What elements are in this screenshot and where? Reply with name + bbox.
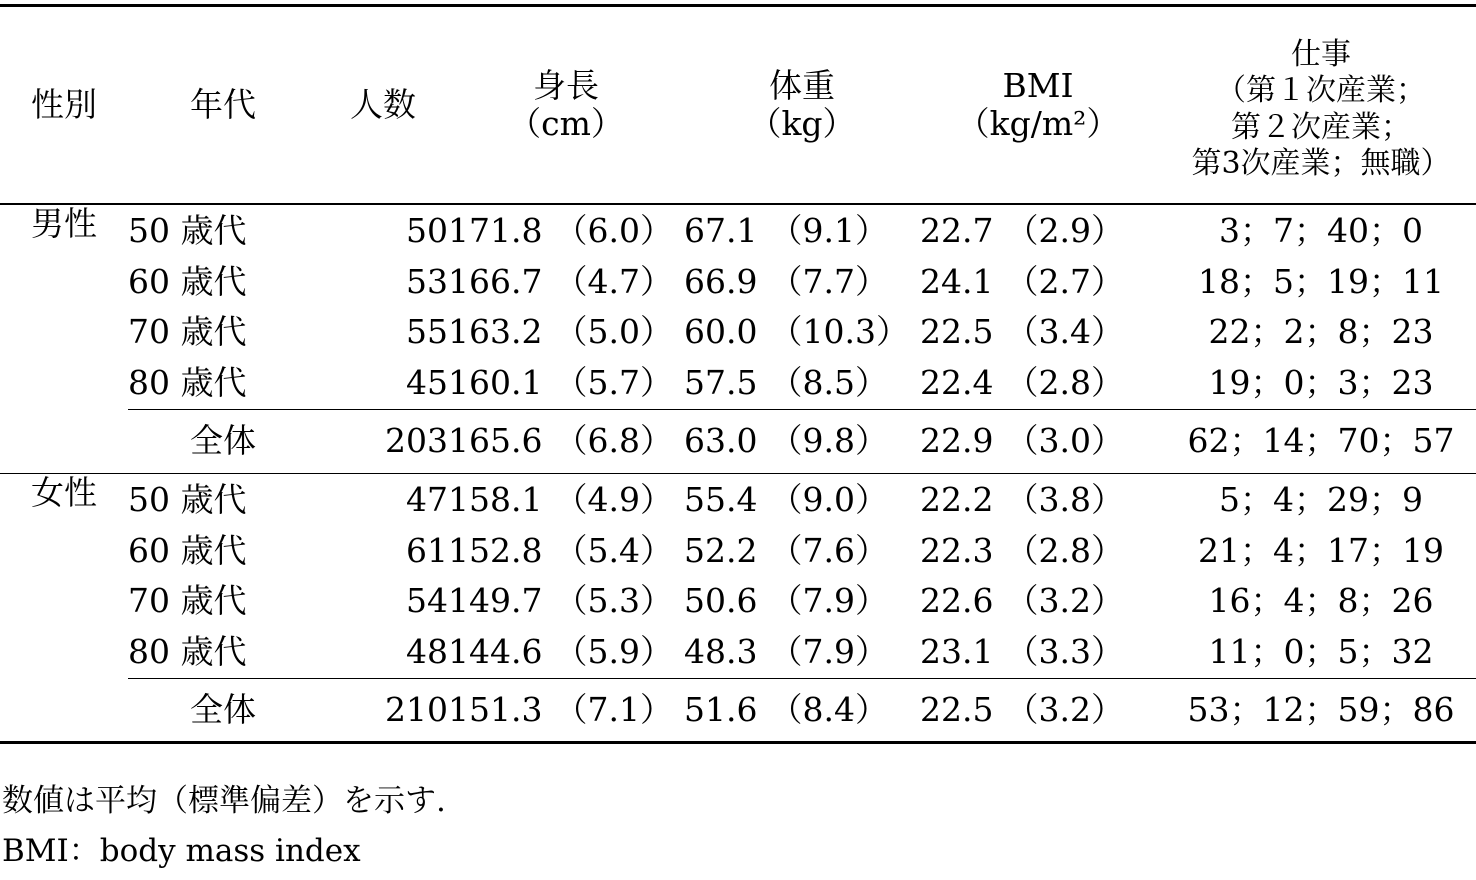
jobs-cell: 62；14；70；57 [1187, 421, 1455, 461]
bmi-cell-sd: （3.4） [1005, 311, 1124, 351]
count-cell: 53 [406, 261, 448, 301]
height-cell [448, 678, 684, 742]
table-body [0, 204, 1476, 743]
header-height-label: 身長 [533, 65, 599, 105]
weight-cell-sd: （10.3） [769, 311, 909, 351]
weight-cell-sd: （9.1） [769, 210, 888, 250]
sex-cell: 女性 [31, 472, 97, 512]
count-cell: 47 [406, 479, 448, 519]
height-cell-sd: （6.0） [554, 210, 673, 250]
header-sex: 性別 [31, 84, 97, 124]
height-cell [448, 409, 684, 473]
stats-table [0, 4, 1476, 744]
weight-cell-mean: 55.4 [684, 479, 758, 519]
weight-cell-sd: （9.8） [769, 421, 888, 461]
height-cell-sd: （4.9） [554, 479, 673, 519]
header-bmi [920, 6, 1156, 204]
bmi-cell-sd: （3.2） [1005, 580, 1124, 620]
count-cell: 50 [406, 210, 448, 250]
weight-cell-sd: （7.9） [769, 631, 888, 671]
header-bmi-unit: （kg/m²） [956, 103, 1120, 143]
bmi-cell-mean: 22.4 [920, 362, 994, 402]
age-cell: 80 歳代 [128, 631, 247, 671]
weight-cell [684, 473, 920, 526]
weight-cell-mean: 51.6 [684, 689, 758, 729]
table-row [0, 257, 1476, 307]
height-cell-sd: （4.7） [554, 261, 673, 301]
height-cell [448, 307, 684, 357]
weight-cell-mean: 57.5 [684, 362, 758, 402]
count-cell: 61 [406, 530, 448, 570]
weight-cell-sd: （8.4） [769, 689, 888, 729]
bmi-cell-mean: 22.2 [920, 479, 994, 519]
jobs-cell: 21；4；17；19 [1198, 530, 1444, 570]
table-row [0, 357, 1476, 410]
table-row [0, 526, 1476, 576]
header-jobs-line1: （第１次産業； [1216, 73, 1426, 109]
height-cell-sd: （7.1） [554, 689, 673, 729]
count-cell: 54 [406, 580, 448, 620]
table-notes [2, 776, 446, 876]
height-cell [448, 526, 684, 576]
count-cell: 55 [406, 311, 448, 351]
header-jobs-line2: 第２次産業； [1231, 109, 1411, 145]
bmi-cell-sd: （3.8） [1005, 479, 1124, 519]
height-cell-mean: 144.6 [448, 631, 543, 671]
header-height-unit: （cm） [508, 103, 624, 143]
total-row [0, 678, 1476, 742]
bmi-cell-mean: 24.1 [920, 261, 994, 301]
jobs-cell: 16；4；8；26 [1208, 580, 1434, 620]
bmi-cell-mean: 22.9 [920, 421, 994, 461]
weight-cell-mean: 48.3 [684, 631, 758, 671]
note-bmi-definition: BMI：body mass index [2, 833, 361, 869]
bmi-cell [920, 678, 1156, 742]
weight-cell-mean: 67.1 [684, 210, 758, 250]
bmi-cell [920, 257, 1156, 307]
bmi-cell [920, 204, 1156, 257]
height-cell [448, 576, 684, 626]
total-label-cell: 全体 [190, 421, 256, 461]
weight-cell [684, 307, 920, 357]
bmi-cell-mean: 22.3 [920, 530, 994, 570]
weight-cell-sd: （9.0） [769, 479, 888, 519]
height-cell-mean: 149.7 [448, 580, 543, 620]
bmi-cell-sd: （3.0） [1005, 421, 1124, 461]
count-cell: 210 [385, 689, 448, 729]
header-weight [684, 6, 920, 204]
height-cell-mean: 160.1 [448, 362, 543, 402]
bmi-cell [920, 526, 1156, 576]
weight-cell [684, 678, 920, 742]
header-jobs-label: 仕事 [1291, 36, 1351, 72]
header-bmi-label: BMI [1002, 65, 1074, 105]
age-cell: 70 歳代 [128, 311, 247, 351]
bmi-cell [920, 307, 1156, 357]
count-cell: 203 [385, 421, 448, 461]
bmi-cell [920, 626, 1156, 679]
header-jobs [1156, 6, 1476, 204]
jobs-cell: 11；0；5；32 [1208, 631, 1434, 671]
weight-cell-sd: （7.9） [769, 580, 888, 620]
weight-cell-mean: 63.0 [684, 421, 758, 461]
table-row [0, 473, 1476, 526]
height-cell-mean: 152.8 [448, 530, 543, 570]
height-cell [448, 257, 684, 307]
header-row [0, 6, 1476, 204]
height-cell-mean: 151.3 [448, 689, 543, 729]
weight-cell [684, 257, 920, 307]
height-cell [448, 626, 684, 679]
weight-cell [684, 204, 920, 257]
bmi-cell-sd: （2.7） [1005, 261, 1124, 301]
weight-cell-mean: 66.9 [684, 261, 758, 301]
height-cell-sd: （5.9） [554, 631, 673, 671]
height-cell-sd: （5.0） [554, 311, 673, 351]
jobs-cell: 22；2；8；23 [1208, 311, 1434, 351]
height-cell-sd: （6.8） [554, 421, 673, 461]
weight-cell [684, 409, 920, 473]
jobs-cell: 53；12；59；86 [1187, 689, 1455, 729]
header-height [448, 6, 684, 204]
height-cell [448, 357, 684, 410]
bmi-cell-sd: （3.2） [1005, 689, 1124, 729]
header-weight-unit: （kg） [748, 103, 856, 143]
bmi-cell-mean: 22.5 [920, 689, 994, 729]
height-cell [448, 473, 684, 526]
bmi-cell [920, 409, 1156, 473]
height-cell-sd: （5.4） [554, 530, 673, 570]
note-mean-sd: 数値は平均（標準偏差）を示す. [2, 783, 446, 819]
jobs-cell: 5；4；29；9 [1219, 479, 1423, 519]
weight-cell [684, 626, 920, 679]
age-cell: 50 歳代 [128, 479, 247, 519]
total-row [0, 409, 1476, 473]
jobs-cell: 19；0；3；23 [1208, 362, 1434, 402]
bmi-cell [920, 576, 1156, 626]
jobs-cell: 3；7；40；0 [1219, 210, 1423, 250]
bmi-cell-sd: （2.8） [1005, 530, 1124, 570]
age-cell: 50 歳代 [128, 210, 247, 250]
bmi-cell-mean: 22.6 [920, 580, 994, 620]
jobs-cell: 18；5；19；11 [1198, 261, 1444, 301]
height-cell-mean: 166.7 [448, 261, 543, 301]
weight-cell-mean: 60.0 [684, 311, 758, 351]
weight-cell-sd: （8.5） [769, 362, 888, 402]
table-row [0, 626, 1476, 679]
bmi-cell [920, 357, 1156, 410]
total-label-cell: 全体 [190, 689, 256, 729]
height-cell-mean: 171.8 [448, 210, 543, 250]
height-cell-sd: （5.3） [554, 580, 673, 620]
height-cell-sd: （5.7） [554, 362, 673, 402]
table-row [0, 307, 1476, 357]
header-weight-label: 体重 [769, 65, 835, 105]
bmi-cell-sd: （3.3） [1005, 631, 1124, 671]
table-row [0, 204, 1476, 257]
bmi-cell [920, 473, 1156, 526]
bmi-cell-sd: （2.8） [1005, 362, 1124, 402]
weight-cell [684, 526, 920, 576]
height-cell-mean: 163.2 [448, 311, 543, 351]
sex-cell: 男性 [31, 203, 97, 243]
height-cell [448, 204, 684, 257]
weight-cell-sd: （7.7） [769, 261, 888, 301]
age-cell: 60 歳代 [128, 530, 247, 570]
count-cell: 48 [406, 631, 448, 671]
count-cell: 45 [406, 362, 448, 402]
bmi-cell-mean: 22.7 [920, 210, 994, 250]
age-cell: 80 歳代 [128, 362, 247, 402]
height-cell-mean: 158.1 [448, 479, 543, 519]
weight-cell-mean: 50.6 [684, 580, 758, 620]
weight-cell-sd: （7.6） [769, 530, 888, 570]
weight-cell [684, 576, 920, 626]
header-jobs-line3: 第3次産業；無職） [1191, 146, 1451, 182]
age-cell: 60 歳代 [128, 261, 247, 301]
bmi-cell-sd: （2.9） [1005, 210, 1124, 250]
weight-cell [684, 357, 920, 410]
age-cell: 70 歳代 [128, 580, 247, 620]
header-count: 人数 [350, 84, 416, 124]
table-row [0, 576, 1476, 626]
bmi-cell-mean: 22.5 [920, 311, 994, 351]
height-cell-mean: 165.6 [448, 421, 543, 461]
bmi-cell-mean: 23.1 [920, 631, 994, 671]
weight-cell-mean: 52.2 [684, 530, 758, 570]
header-age: 年代 [190, 84, 256, 124]
